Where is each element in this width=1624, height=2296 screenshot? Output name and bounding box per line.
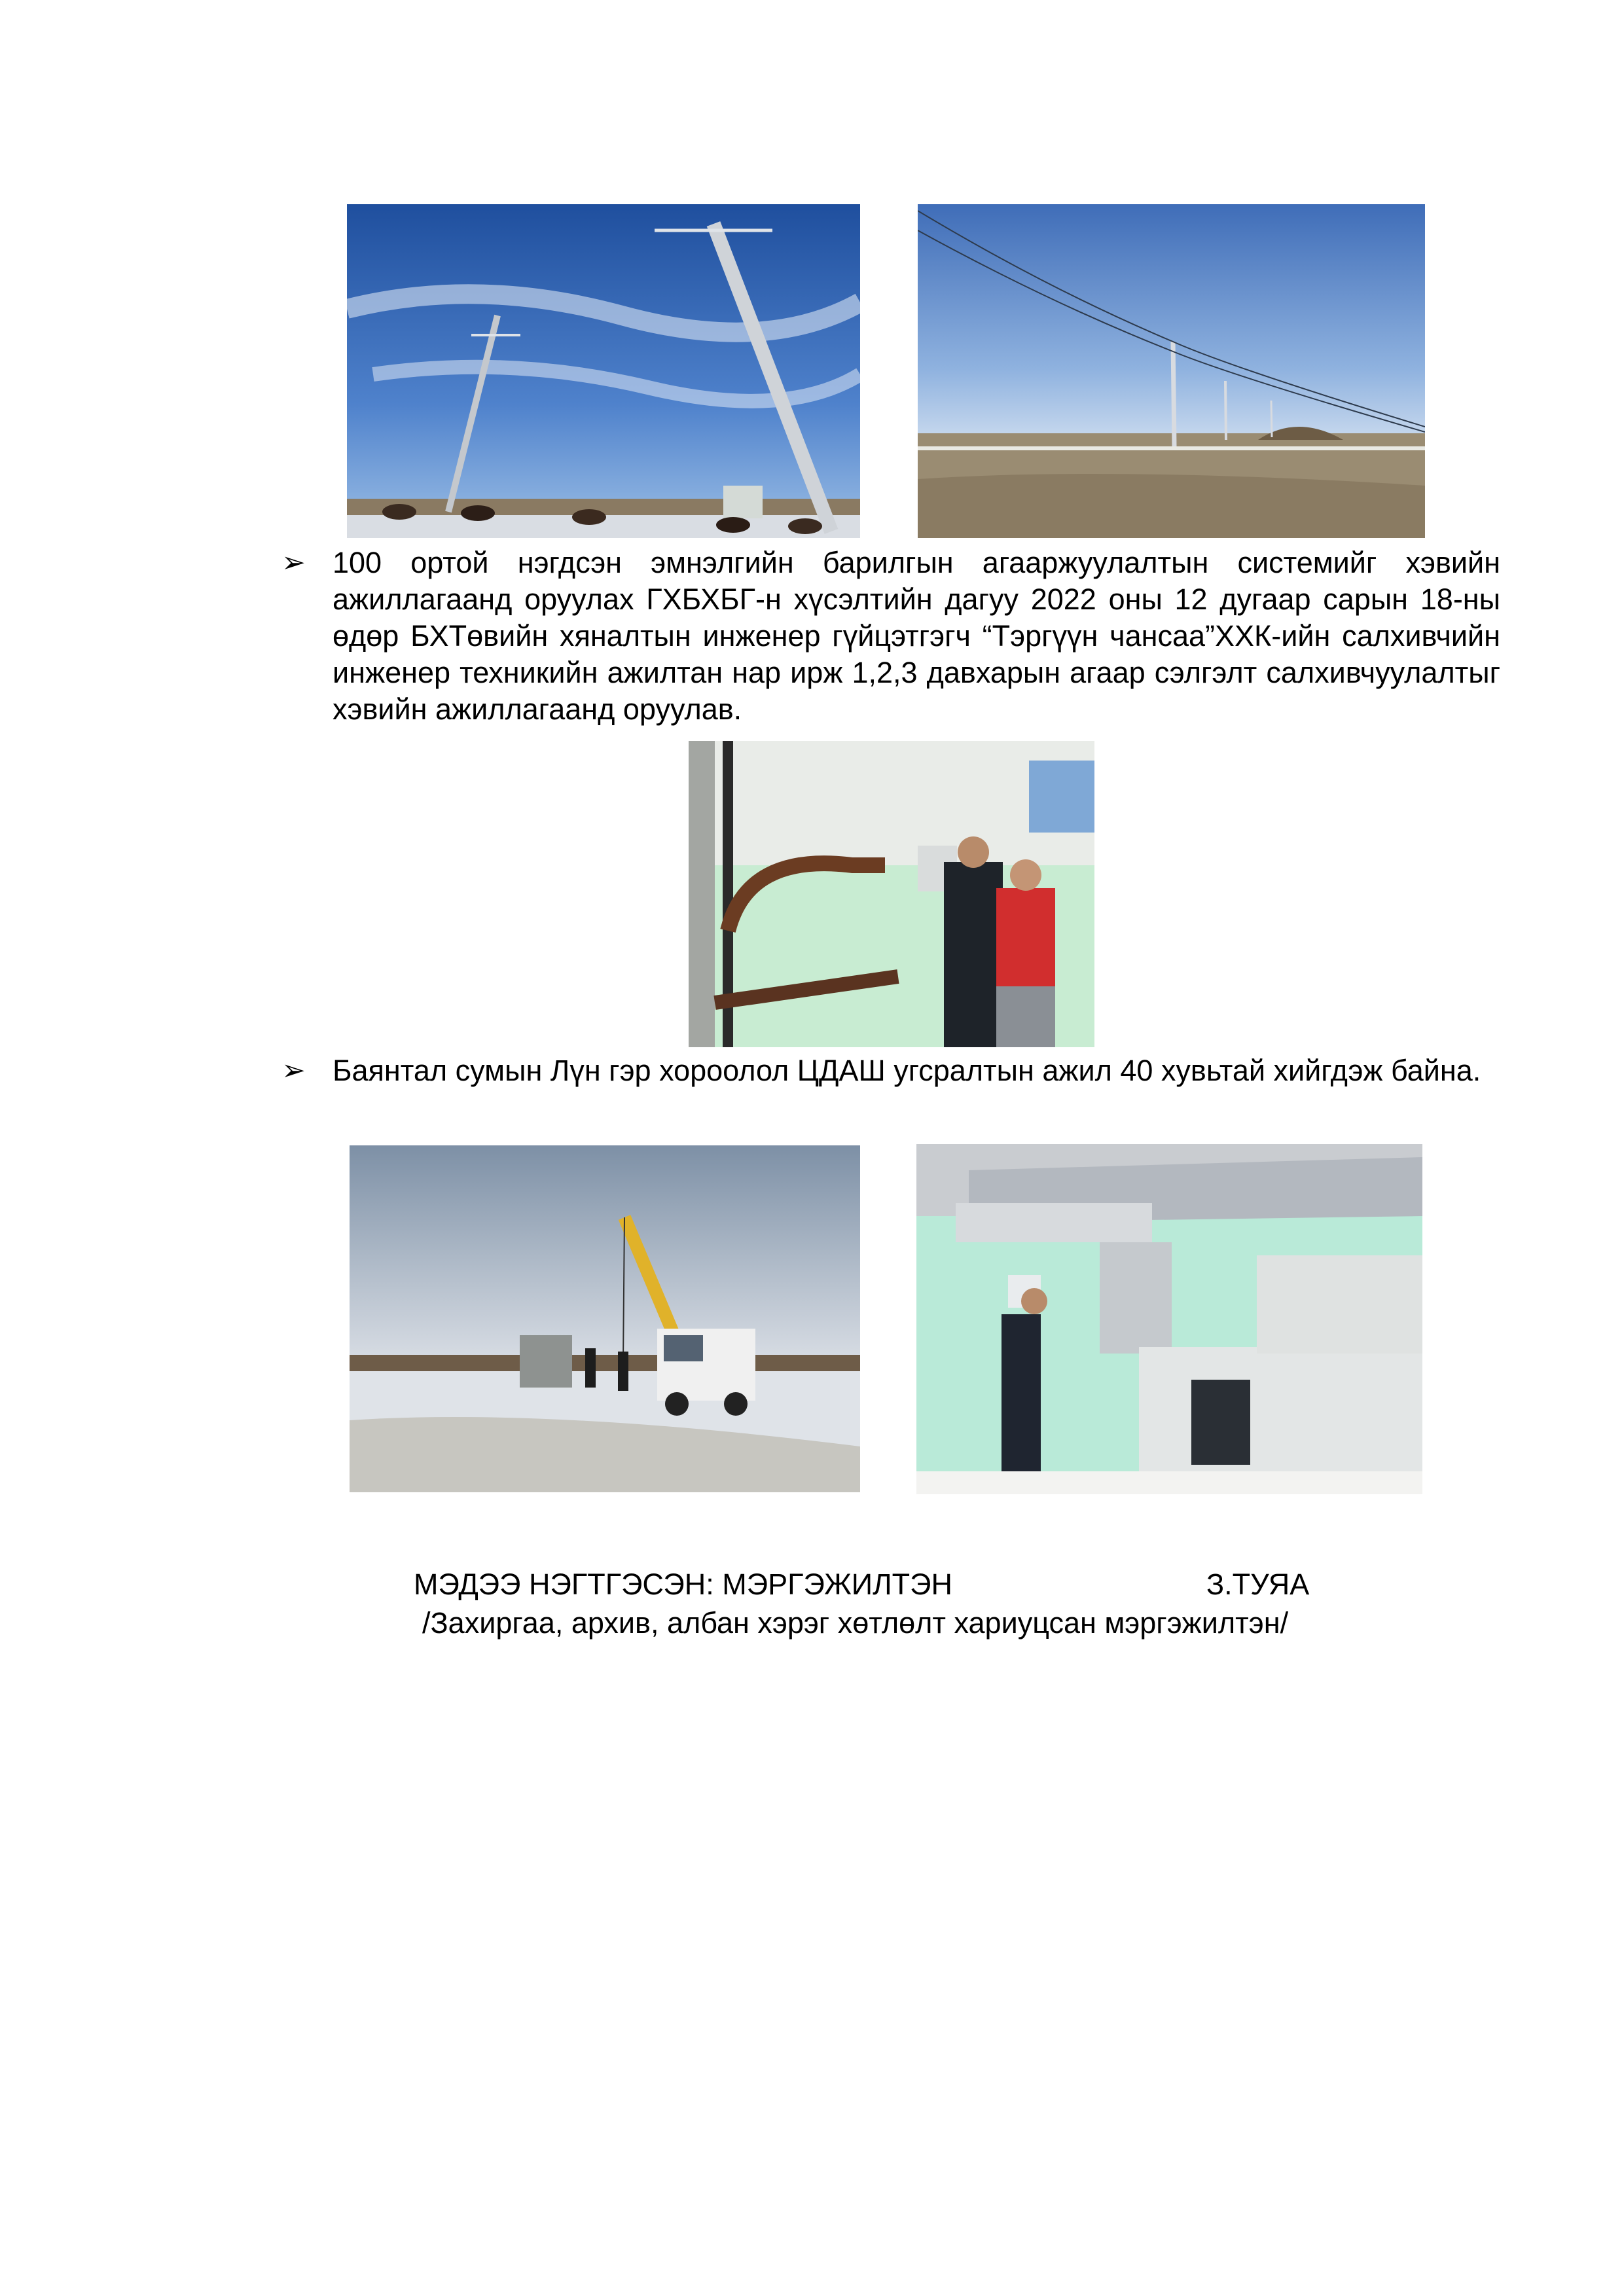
photo-power-poles [347, 204, 860, 538]
photo-ventilation-unit [916, 1144, 1422, 1494]
photo-power-line-field [918, 204, 1425, 538]
bullet-item-ventilation [281, 545, 1500, 734]
bullet-text: Баянтал сумын Лүн гэр хороолол ЦДАШ угсралтын ажил 40 хувьтай хийгдэж байна. [333, 1054, 1481, 1087]
bullet-item-installation [281, 1052, 1500, 1128]
photo-boiler-room [689, 741, 1094, 1047]
power-line-field-photo [918, 204, 1425, 538]
signature-name: З.ТУЯА [1206, 1568, 1310, 1601]
power-pole-photo [347, 204, 860, 538]
arrow-bullet-icon: ➢ [281, 547, 306, 579]
boiler-room-photo [689, 741, 1094, 1047]
photo-crane-truck [350, 1145, 860, 1492]
crane-truck-photo [350, 1145, 860, 1492]
ventilation-unit-photo [916, 1144, 1422, 1494]
signature-role: МЭДЭЭ НЭГТГЭСЭН: МЭРГЭЖИЛТЭН [414, 1568, 953, 1601]
bullet-text: 100 ортой нэгдсэн эмнэлгийн барилгын агааржуулалтын системийг хэвийн ажиллагаанд оруулах ГХБХБГ-н хүсэлтийн дагуу 2022 оны 12 дугаар сарын 18-ны өдөр БХТөвийн хяналтын инженер гүйцэтгэгч “Тэргүүн чансаа”ХХК-ийн салхивчийн инженер техникийн ажилтан нар ирж 1,2,3 давхарын агаар сэлгэлт салхивчуулалтыг хэвийн ажиллагаанд оруулав. [333, 546, 1500, 726]
arrow-bullet-icon: ➢ [281, 1054, 306, 1086]
signature-position: /Захиргаа, архив, албан хэрэг хөтлөлт хариуцсан мэргэжилтэн/ [422, 1606, 1289, 1640]
